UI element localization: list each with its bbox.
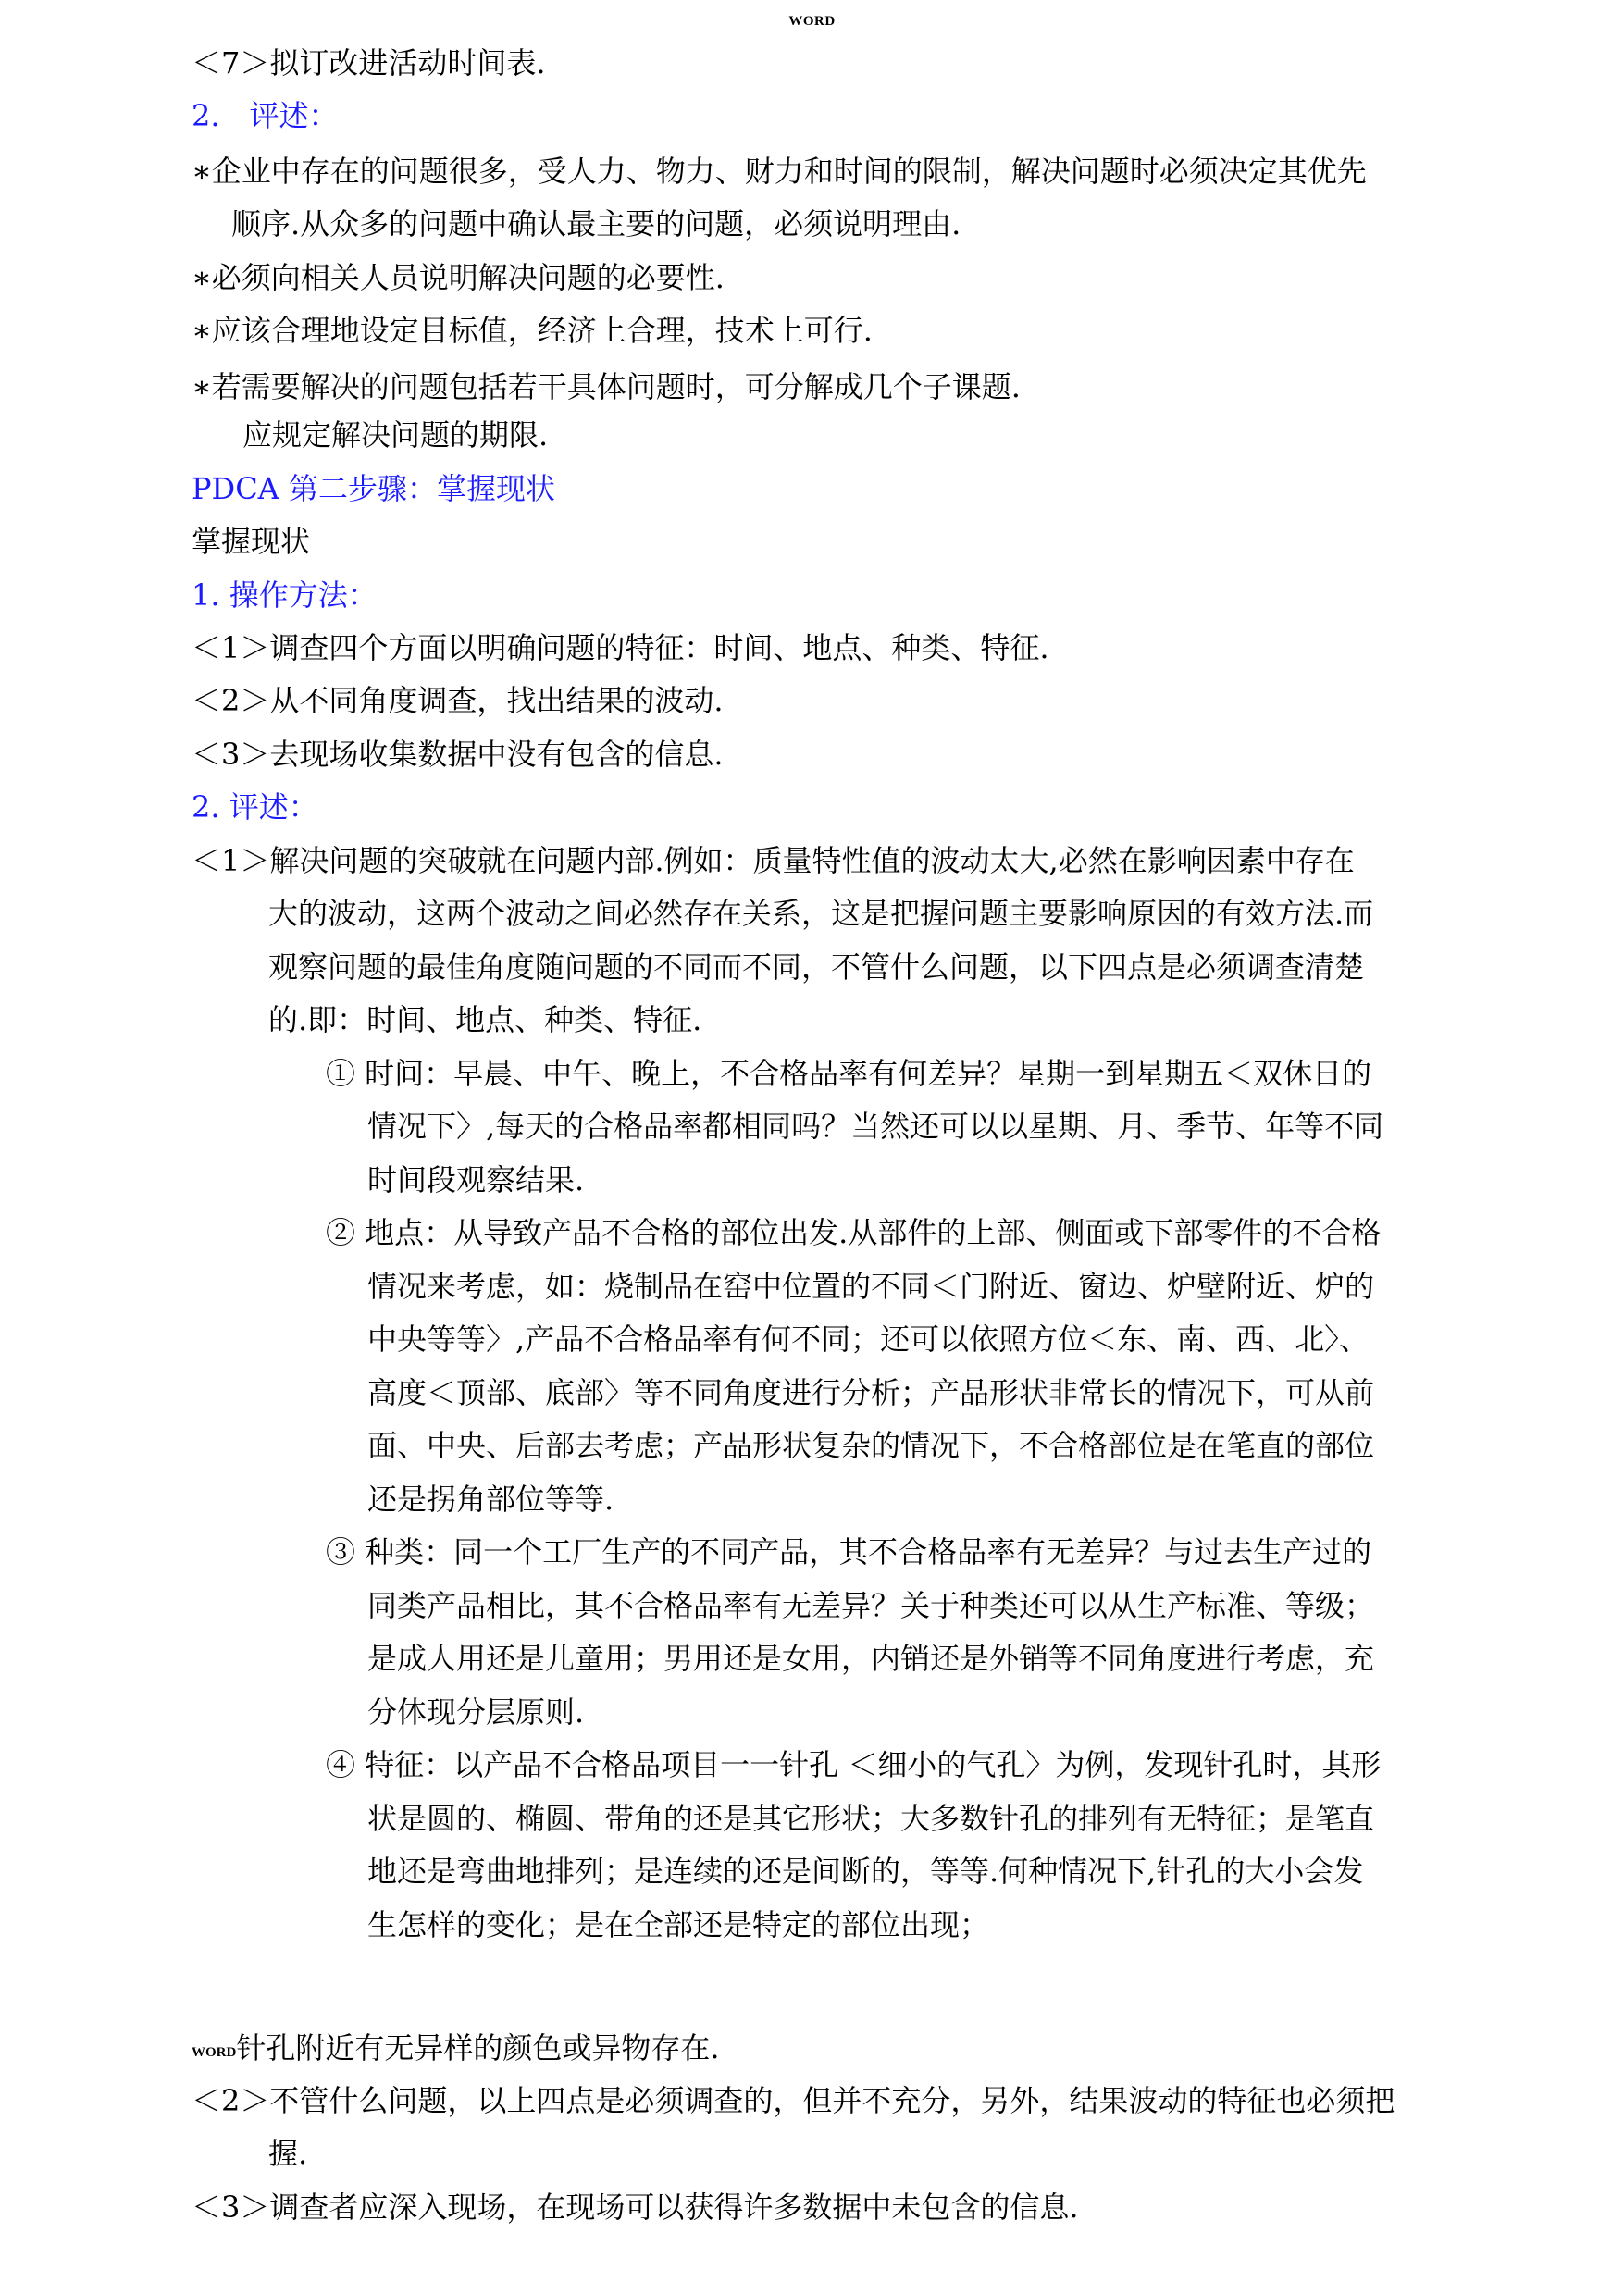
text-line: ③ 种类：同一个工厂生产的不同产品，其不合格品率有无差异？与过去生产过的 [326, 1534, 1372, 1569]
text-line: ＜2＞不管什么问题，以上四点是必须调查的，但并不充分，另外，结果波动的特征也必须把 [192, 2083, 1395, 2118]
text-line: WORD针孔附近有无异样的颜色或异物存在. [192, 2030, 720, 2066]
text-line: ∗若需要解决的问题包括若干具体问题时，可分解成几个子课题. [192, 369, 1021, 404]
text-line: ① 时间：早晨、中午、晚上，不合格品率有何差异？星期一到星期五＜双休日的 [326, 1056, 1372, 1091]
text-line: ＜3＞调查者应深入现场，在现场可以获得许多数据中未包含的信息. [192, 2190, 1079, 2225]
text-line: 掌握现状 [192, 524, 311, 559]
text-line: 还是拐角部位等等. [367, 1482, 614, 1517]
section-heading: PDCA 第二步骤：掌握现状 [192, 471, 555, 506]
text-line: ＜2＞从不同角度调查，找出结果的波动. [192, 683, 724, 718]
text-line: 的.即：时间、地点、种类、特征. [268, 1002, 702, 1037]
text-line: 应规定解决问题的期限. [242, 417, 549, 453]
text-line: 生怎样的变化；是在全部还是特定的部位出现； [367, 1907, 990, 1942]
text-line: 面、中央、后部去考虑；产品形状复杂的情况下，不合格部位是在笔直的部位 [367, 1428, 1375, 1463]
text-line: ＜3＞去现场收集数据中没有包含的信息. [192, 737, 724, 772]
text-line: 地还是弯曲地排列；是连续的还是间断的，等等.何种情况下,针孔的大小会发 [367, 1854, 1364, 1889]
section-heading: 2. 评述： [192, 98, 339, 133]
page-header: WORD [788, 14, 836, 29]
text-line: 中央等等〉,产品不合格品率有何不同；还可以依照方位＜东、南、西、北〉、 [367, 1321, 1370, 1357]
text-line: 情况来考虑，如：烧制品在窑中位置的不同＜门附近、窗边、炉壁附近、炉的 [367, 1269, 1375, 1304]
text-line: 同类产品相比，其不合格品率有无差异？关于种类还可以从生产标准、等级； [367, 1588, 1375, 1623]
section-heading: 2. 评述： [192, 789, 318, 825]
text-line: 大的波动，这两个波动之间必然存在关系，这是把握问题主要影响原因的有效方法.而 [268, 896, 1374, 931]
text-line: ＜1＞调查四个方面以明确问题的特征：时间、地点、种类、特征. [192, 630, 1049, 665]
footer-label: WORD [192, 2045, 237, 2060]
text-line: ∗企业中存在的问题很多，受人力、物力、财力和时间的限制，解决问题时必须决定其优先 [192, 154, 1367, 189]
text-line: ∗应该合理地设定目标值，经济上合理，技术上可行. [192, 313, 873, 348]
text-line: ＜1＞解决问题的突破就在问题内部.例如：质量特性值的波动太大,必然在影响因素中存在 [192, 843, 1355, 878]
text-line: 情况下〉,每天的合格品率都相同吗？当然还可以以星期、月、季节、年等不同 [367, 1109, 1384, 1144]
text-line: 顺序.从众多的问题中确认最主要的问题，必须说明理由. [231, 206, 961, 242]
text-line: ④ 特征：以产品不合格品项目一一针孔 ＜细小的气孔〉为例，发现针孔时，其形 [326, 1747, 1382, 1782]
text-line: 高度＜顶部、底部〉等不同角度进行分析；产品形状非常长的情况下，可从前 [367, 1375, 1375, 1410]
text-line: ∗必须向相关人员说明解决问题的必要性. [192, 260, 725, 295]
text-line: 是成人用还是儿童用；男用还是女用，内销还是外销等不同角度进行考虑，充 [367, 1641, 1375, 1676]
text-line: ② 地点：从导致产品不合格的部位出发.从部件的上部、侧面或下部零件的不合格 [326, 1215, 1382, 1250]
text-line: 状是圆的、椭圆、带角的还是其它形状；大多数针孔的排列有无特征；是笔直 [367, 1801, 1375, 1836]
text-line: 握. [268, 2136, 308, 2171]
text-line: 观察问题的最佳角度随问题的不同而不同，不管什么问题，以下四点是必须调查清楚 [268, 949, 1365, 985]
section-heading: 1. 操作方法： [192, 577, 378, 613]
text-line: 时间段观察结果. [367, 1162, 585, 1197]
text-line: 分体现分层原则. [367, 1694, 585, 1730]
text-line: ＜7＞拟订改进活动时间表. [192, 45, 546, 81]
